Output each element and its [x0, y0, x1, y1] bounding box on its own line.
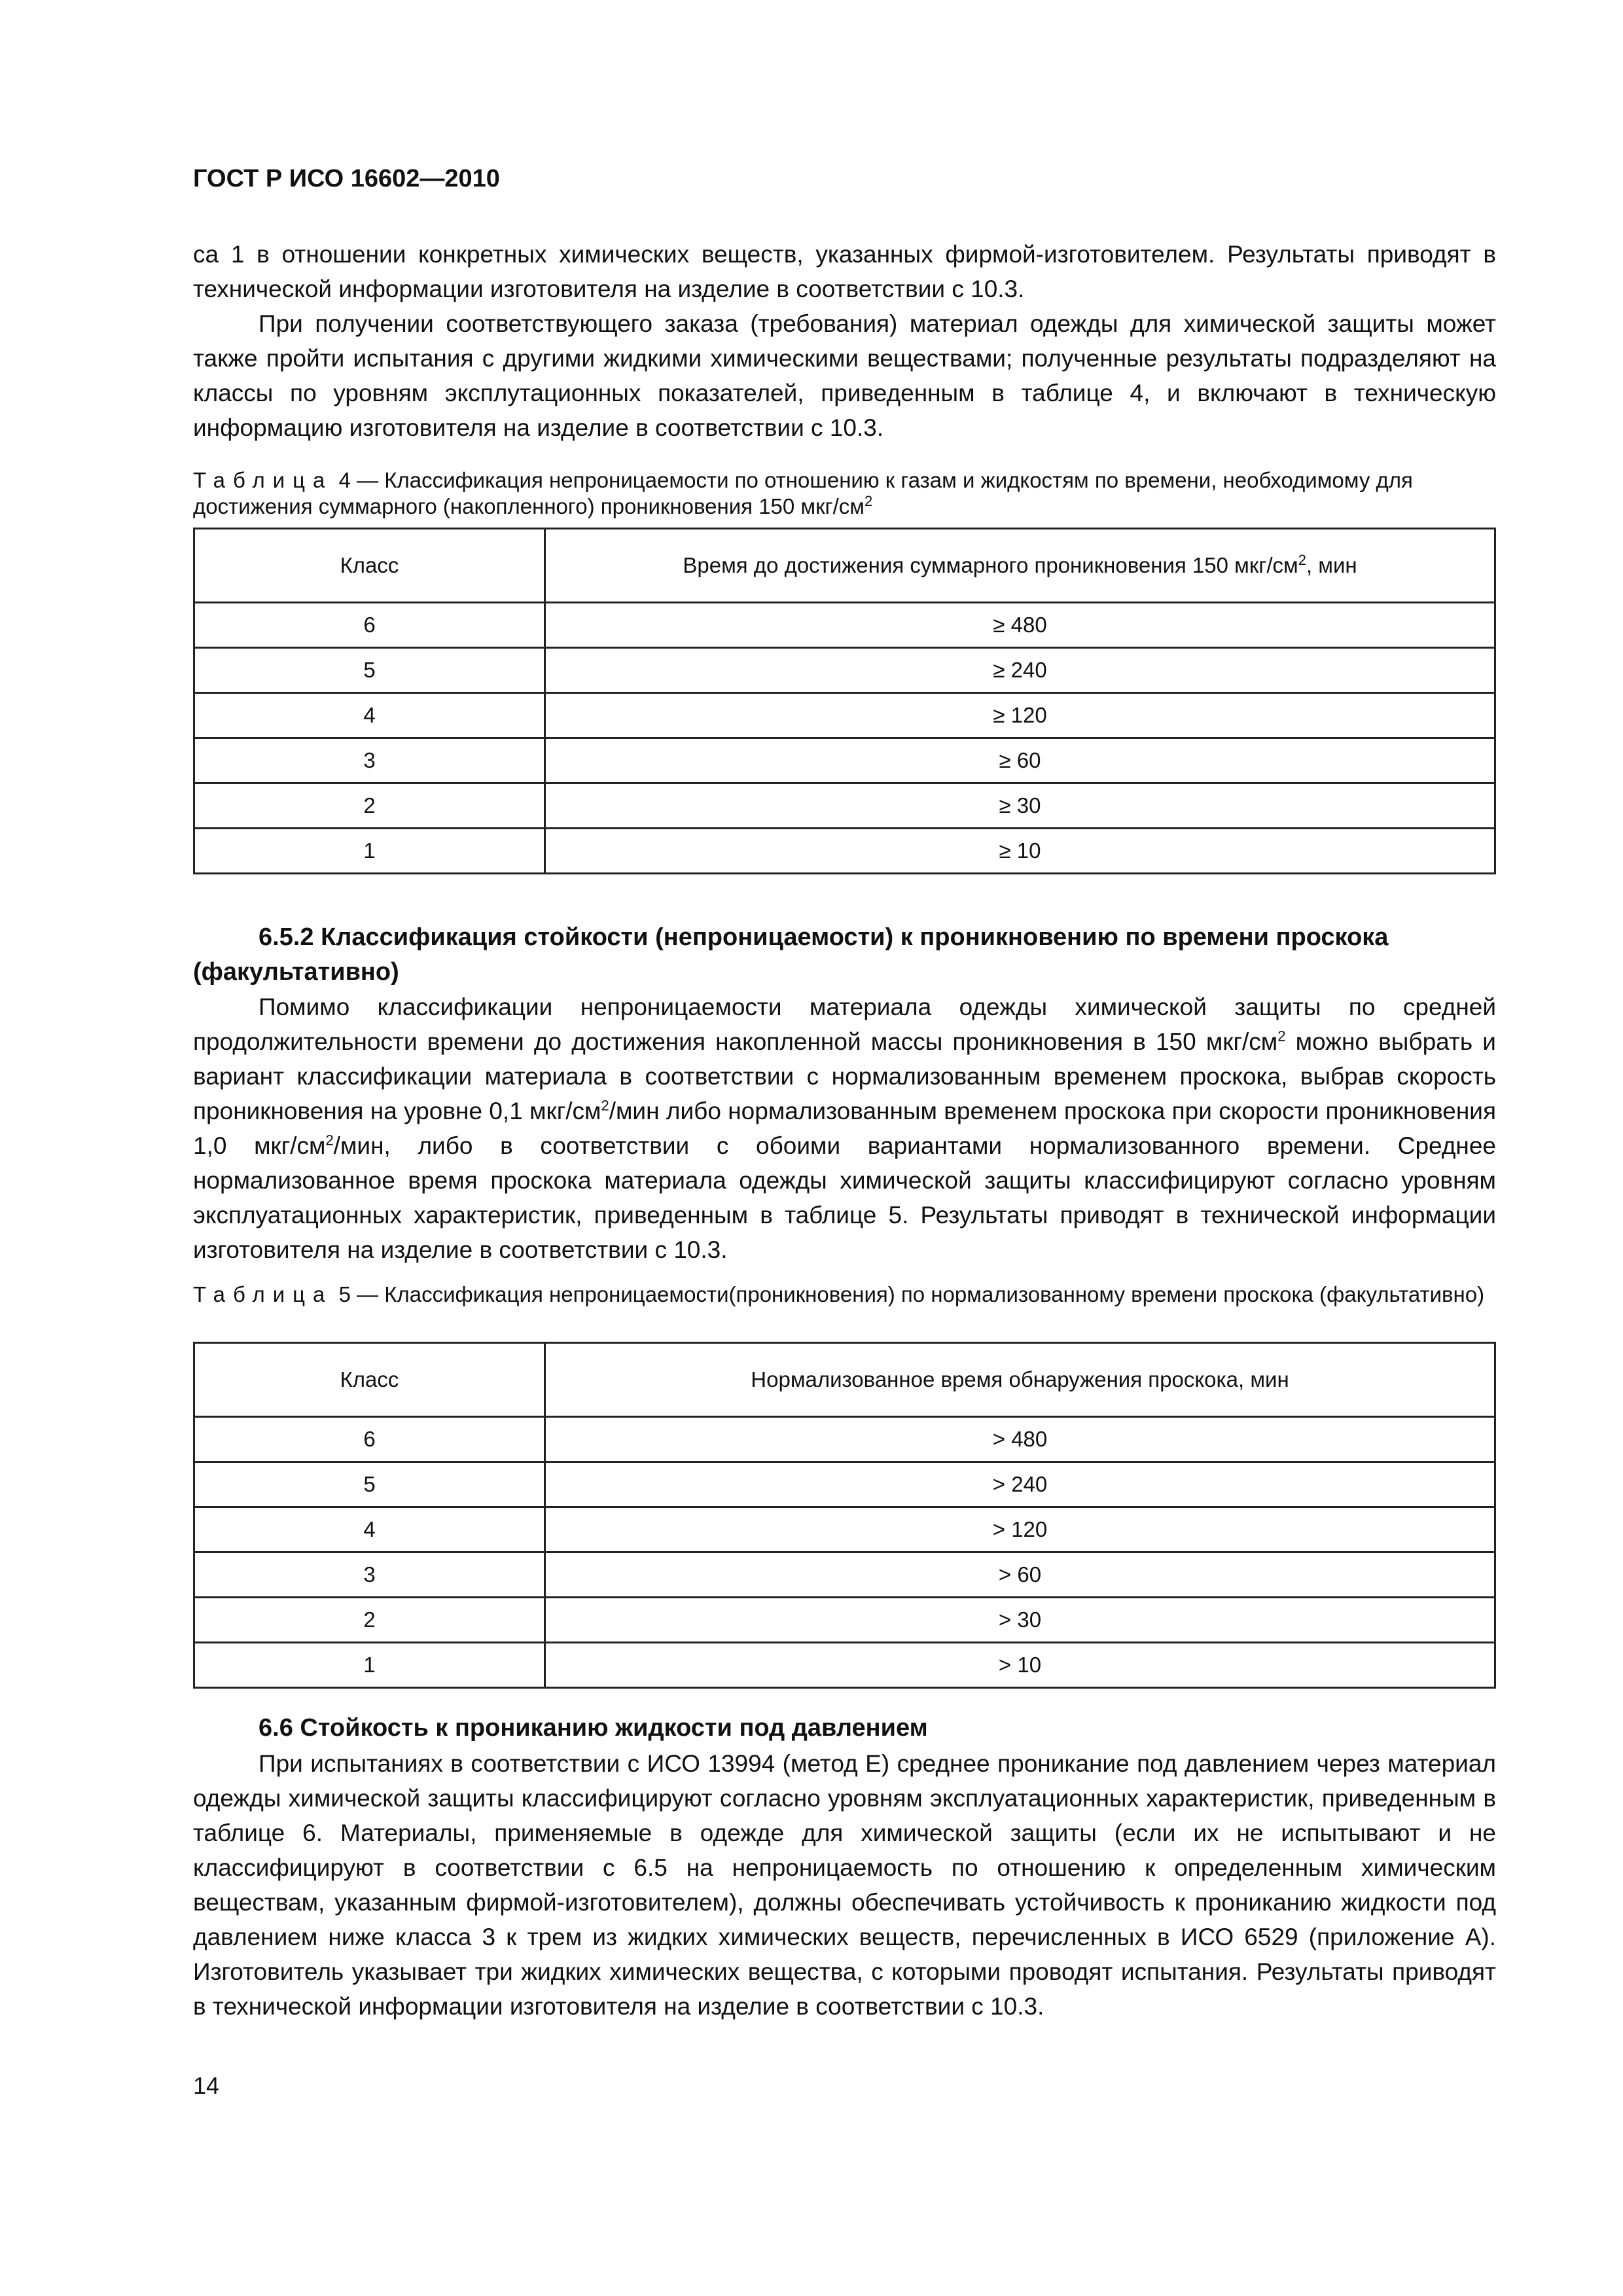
table-row	[194, 783, 1495, 829]
intro-text	[193, 237, 1496, 445]
class-cell: 6	[194, 603, 545, 648]
section-6-5-2-paragraph: Помимо классификации непроницаемости материала одежды химической защиты по средней продолжительности времени до достижения накопленной массы проникновения в 150 мкг/$см^2$ можно выбрать и вариант классификации материала в соответствии с нормализованным временем проскока, выбрав скорость проникновения на уровне 0,1 мкг/$см^2$/мин либо нормализованным временем проскока при скорости проникновения 1,0 мкг/$см^2$/мин, либо в соответствии с обоими вариантами нормализованного времени. Среднее нормализованное время проскока материала одежды химической защиты классифицируют согласно уровням эксплуатационных характеристик, приведенным в таблице 5. Результаты приводят в технической информации изготовителя на изделие в соответствии с 10.3.	[193, 994, 1496, 1263]
value-cell: ≥ 240	[545, 648, 1495, 693]
table4-caption-word: Таблица	[193, 468, 333, 492]
class-cell: 4	[194, 693, 545, 738]
table5-caption	[193, 1282, 1496, 1308]
intro-paragraph-2: При получении соответствующего заказа (требования) материал одежды для химической защиты может также пройти испытания с другими жидкими химическими веществами; полученные результаты подразделяют на классы по уровням эксплутационных показателей, приведенным в таблице 4, и включают в техническую информацию изготовителя на изделие в соответствии с 10.3.	[193, 310, 1496, 441]
value-cell: > 30	[545, 1598, 1495, 1643]
section-6-6-heading: 6.6 Стойкость к прониканию жидкости под давлением	[259, 1714, 928, 1742]
table-row	[194, 648, 1495, 693]
section-6-5-2-heading: 6.5.2 Классификация стойкости (непроницаемости) к проникновению по времени проскока (факультативно)	[193, 924, 1389, 986]
value-cell: ≥ 120	[545, 693, 1495, 738]
table-row	[194, 1462, 1495, 1507]
document-code: ГОСТ Р ИСО 16602—2010	[193, 165, 500, 192]
section-6-5-2-text	[193, 990, 1496, 1267]
value-cell: ≥ 10	[545, 829, 1495, 874]
class-cell: 5	[194, 648, 545, 693]
table-row	[194, 603, 1495, 648]
table4-caption-sup: 2	[864, 493, 873, 509]
intro-paragraph-1: са 1 в отношении конкретных химических веществ, указанных фирмой-изготовителем. Результаты приводят в технической информации изготовителя на изделие в соответствии с 10.3.	[193, 241, 1496, 302]
table-row	[194, 1598, 1495, 1643]
table4-caption-text: 4 — Классификация непроницаемости по отношению к газам и жидкостям по времени, необходимому для достижения суммарного (накопленного) проникновения 150 мкг/см	[193, 468, 1413, 518]
class-cell: 1	[194, 1643, 545, 1688]
table-row	[194, 1417, 1495, 1462]
table-row	[194, 738, 1495, 783]
table-row	[194, 829, 1495, 874]
table5	[193, 1342, 1496, 1689]
table5-caption-text: 5 — Классификация непроницаемости(проникновения) по нормализованному времени проскока (факультативно)	[338, 1282, 1485, 1306]
table-row	[194, 693, 1495, 738]
value-cell: ≥ 480	[545, 603, 1495, 648]
class-cell: 2	[194, 783, 545, 829]
value-cell: ≥ 30	[545, 783, 1495, 829]
class-cell: 3	[194, 738, 545, 783]
table-row	[194, 1507, 1495, 1552]
value-cell: > 120	[545, 1507, 1495, 1552]
table4-header-time: Время до достижения суммарного проникновения 150 мкг/$см^2$, мин	[545, 529, 1495, 603]
value-cell: > 480	[545, 1417, 1495, 1462]
table-row	[194, 1552, 1495, 1598]
class-cell: 4	[194, 1507, 545, 1552]
section-6-6-paragraph: При испытаниях в соответствии с ИСО 13994 (метод E) среднее проникание под давлением через материал одежды химической защиты классифицируют согласно уровням эксплуатационных характеристик, приведенным в таблице 6. Материалы, применяемые в одежде для химической защиты (если их не испытывают и не классифицируют в соответствии с 6.5 на непроницаемость по отношению к определенным химическим веществам, указанным фирмой-изготовителем), должны обеспечивать устойчивость к прониканию жидкости под давлением ниже класса 3 к трем из жидких химических веществ, перечисленных в ИСО 6529 (приложение А). Изготовитель указывает три жидких химических вещества, с которыми проводят испытания. Результаты приводят в технической информации изготовителя на изделие в соответствии с 10.3.	[193, 1750, 1496, 2020]
value-cell: > 10	[545, 1643, 1495, 1688]
section-6-6-text	[193, 1746, 1496, 2024]
value-cell: ≥ 60	[545, 738, 1495, 783]
class-cell: 6	[194, 1417, 545, 1462]
table5-header-row	[194, 1343, 1495, 1417]
class-cell: 5	[194, 1462, 545, 1507]
table5-header-class: Класс	[194, 1343, 545, 1417]
value-cell: > 240	[545, 1462, 1495, 1507]
class-cell: 1	[194, 829, 545, 874]
table-row	[194, 1643, 1495, 1688]
table4-header-class: Класс	[194, 529, 545, 603]
class-cell: 2	[194, 1598, 545, 1643]
table4	[193, 528, 1496, 874]
table4-caption	[193, 467, 1496, 520]
table5-caption-word: Таблица	[193, 1282, 333, 1306]
value-cell: > 60	[545, 1552, 1495, 1598]
class-cell: 3	[194, 1552, 545, 1598]
table4-header-row	[194, 529, 1495, 603]
table5-header-time: Нормализованное время обнаружения проскока, мин	[545, 1343, 1495, 1417]
page-number: 14	[193, 2072, 220, 2099]
